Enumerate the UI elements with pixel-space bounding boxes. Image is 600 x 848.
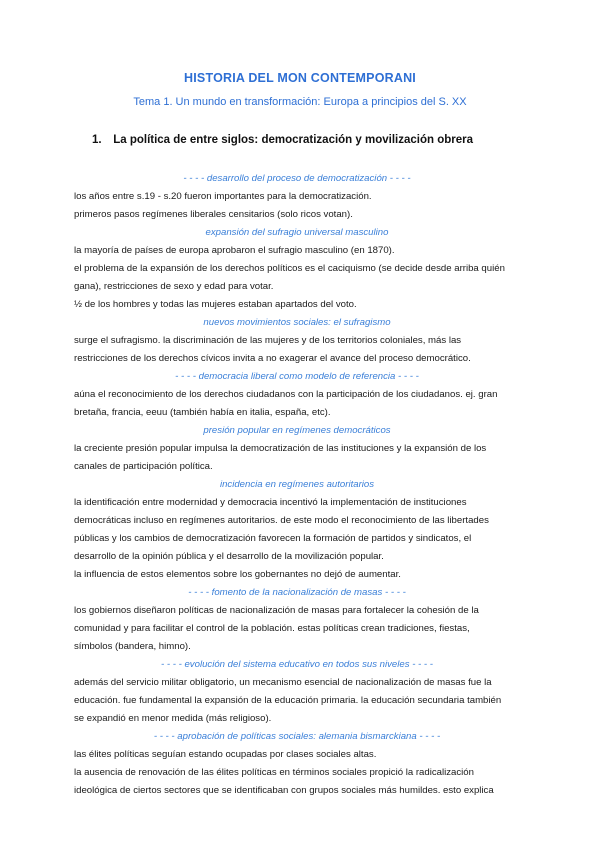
section-heading [92, 134, 473, 146]
subsection-heading: - - - - aprobación de políticas sociales: alemania bismarckiana - - - - [153, 731, 441, 742]
paragraph-line: educación. fue fundamental la expansión de la educación primaria. la educación secundaria también [74, 695, 502, 706]
paragraph-line: las élites políticas seguían estando ocupadas por clases sociales altas. [74, 749, 377, 760]
subsection-heading: - - - - democracia liberal como modelo de referencia - - - - [175, 371, 419, 382]
paragraph-line: la mayoría de países de europa aprobaron el sufragio masculino (en 1870). [74, 245, 395, 256]
document-body [74, 170, 520, 800]
paragraph-line: símbolos (bandera, himno). [74, 641, 191, 652]
document-subtitle: Tema 1. Un mundo en transformación: Europa a principios del S. XX [133, 96, 467, 108]
subsection-heading: - - - - evolución del sistema educativo en todos sus niveles - - - - [161, 659, 433, 670]
paragraph-line: la ausencia de renovación de las élites políticas en términos sociales propició la radicalización [74, 767, 474, 778]
subsection-heading: - - - - fomento de la nacionalización de masas - - - - [188, 587, 406, 598]
paragraph-line: se expandió en menor medida (más religioso). [74, 713, 272, 724]
paragraph-line: la creciente presión popular impulsa la democratización de las instituciones y la expansión de los [74, 443, 487, 454]
paragraph-line: desarrollo de la opinión pública y el desarrollo de la movilización popular. [74, 551, 384, 562]
paragraph-line: ideológica de ciertos sectores que se identificaban con grupos sociales más humildes. esto explica [74, 785, 494, 796]
paragraph-line: los años entre s.19 - s.20 fueron importantes para la democratización. [74, 191, 372, 202]
paragraph-line: aúna el reconocimiento de los derechos ciudadanos con la participación de los ciudadanos. ej. gran [74, 389, 498, 400]
paragraph-line: la influencia de estos elementos sobre los gobernantes no dejó de aumentar. [74, 569, 401, 580]
paragraph-line: primeros pasos regímenes liberales censitarios (solo ricos votan). [74, 209, 353, 220]
paragraph-line: además del servicio militar obligatorio, un mecanismo esencial de nacionalización de masas fue la [74, 677, 492, 688]
paragraph-line: restricciones de los derechos cívicos invita a no exagerar el avance del proceso democrático. [74, 353, 471, 364]
paragraph-line: bretaña, francia, eeuu (también había en italia, españa, etc). [74, 407, 331, 418]
paragraph-line: el problema de la expansión de los derechos políticos es el caciquismo (se decide desde arriba quién [74, 263, 505, 274]
paragraph-line: gana), restricciones de sexo y edad para votar. [74, 281, 274, 292]
paragraph-line: los gobiernos diseñaron políticas de nacionalización de masas para fortalecer la cohesión de la [74, 605, 479, 616]
paragraph-line: ½ de los hombres y todas las mujeres estaban apartados del voto. [74, 299, 357, 310]
section-title: La política de entre siglos: democratización y movilización obrera [113, 134, 473, 146]
subsection-heading: expansión del sufragio universal masculino [205, 227, 389, 238]
document-title: HISTORIA DEL MON CONTEMPORANI [184, 71, 416, 85]
paragraph-line: la identificación entre modernidad y democracia incentivó la implementación de instituciones [74, 497, 467, 508]
paragraph-line: canales de participación política. [74, 461, 213, 472]
subsection-heading: presión popular en regímenes democráticos [203, 425, 391, 436]
paragraph-line: democráticas incluso en regímenes autoritarios. de este modo el reconocimiento de las libertades [74, 515, 489, 526]
section-number: 1. [92, 134, 102, 146]
paragraph-line: comunidad y para facilitar el control de la población. estas políticas crean tradiciones, fiestas, [74, 623, 470, 634]
subsection-heading: nuevos movimientos sociales: el sufragismo [203, 317, 391, 328]
subsection-heading: - - - - desarrollo del proceso de democratización - - - - [183, 173, 411, 184]
paragraph-line: surge el sufragismo. la discriminación de las mujeres y de los territorios coloniales, más las [74, 335, 462, 346]
subsection-heading: incidencia en regímenes autoritarios [219, 479, 375, 490]
paragraph-line: públicas y los cambios de democratización favorecen la formación de partidos y sindicatos, el [74, 533, 472, 544]
